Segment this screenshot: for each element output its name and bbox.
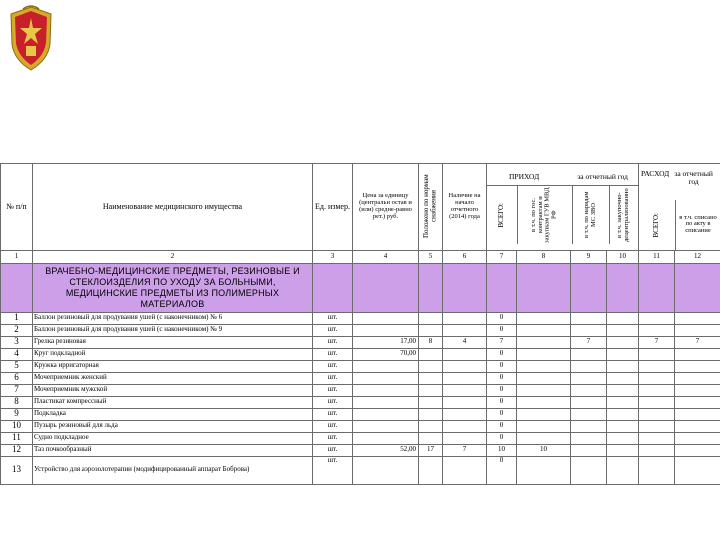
table-row (1, 408, 720, 420)
cell-inc-dec (607, 384, 639, 396)
table-row (1, 396, 720, 408)
table-row (1, 324, 720, 336)
cell-unit: шт. (313, 348, 353, 360)
cell-n: 5 (1, 360, 33, 372)
cell-inc-dec (607, 420, 639, 432)
header-expense (639, 164, 720, 251)
cell-unit: шт. (313, 408, 353, 420)
cell-exp-write (675, 348, 720, 360)
cell-unit: шт. (313, 336, 353, 348)
cell-norm: 8 (419, 336, 443, 348)
cell-norm (419, 312, 443, 324)
cell-norm (419, 432, 443, 444)
header-income (487, 164, 639, 251)
col-number: 5 (419, 250, 443, 263)
cell-price (353, 456, 419, 484)
header-norm (419, 164, 443, 251)
cell-inc-ms (571, 444, 607, 456)
emblem-icon (6, 4, 56, 74)
cell-inc-ms (571, 408, 607, 420)
cell-n: 1 (1, 312, 33, 324)
cell-n: 10 (1, 420, 33, 432)
cell-exp-write (675, 420, 720, 432)
col-number: 9 (571, 250, 607, 263)
cell-stock (443, 360, 487, 372)
table-row (1, 372, 720, 384)
cell-exp-total (639, 348, 675, 360)
cell-inc-gk (517, 324, 571, 336)
cell-inc-gk (517, 408, 571, 420)
cell-inc-dec (607, 456, 639, 484)
cell-inc-ms (571, 396, 607, 408)
income-gk-label: в т.ч. по гос. контрактам и закупкам ГУВ МВД РФ (530, 187, 558, 243)
cell-unit: шт. (313, 432, 353, 444)
header-norm-label: Положено по нормам снабжения (422, 173, 438, 238)
header-stock: Наличие на начало отчетного (2014) года (443, 164, 487, 251)
cell-inc-dec (607, 396, 639, 408)
cell-stock: 4 (443, 336, 487, 348)
cell-inc-total: 0 (487, 348, 517, 360)
cell-inc-gk: 10 (517, 444, 571, 456)
col-number: 6 (443, 250, 487, 263)
inventory-table (0, 163, 720, 485)
cell-n: 11 (1, 432, 33, 444)
cell-n: 9 (1, 408, 33, 420)
cell-stock (443, 348, 487, 360)
cell-name: Пластикат компрессный (33, 396, 313, 408)
income-ms-label: в т.ч. по нарядам МС ЗВО (583, 191, 597, 239)
cell-norm (419, 408, 443, 420)
cell-inc-ms: 7 (571, 336, 607, 348)
cell-norm (419, 324, 443, 336)
cell-unit: шт. (313, 324, 353, 336)
cell-exp-total (639, 396, 675, 408)
cell-inc-total: 0 (487, 324, 517, 336)
cell-price: 52,00 (353, 444, 419, 456)
cell-price (353, 324, 419, 336)
cell-norm (419, 348, 443, 360)
col-number: 7 (487, 250, 517, 263)
income-title: ПРИХОД (509, 172, 540, 181)
cell-stock (443, 420, 487, 432)
cell-n: 3 (1, 336, 33, 348)
cell-inc-dec (607, 348, 639, 360)
cell-inc-total: 0 (487, 360, 517, 372)
col-number: 4 (353, 250, 419, 263)
cell-inc-ms (571, 372, 607, 384)
cell-stock (443, 372, 487, 384)
cell-unit: шт. (313, 312, 353, 324)
cell-exp-total (639, 444, 675, 456)
cell-n: 8 (1, 396, 33, 408)
header-num: № п/п (1, 164, 33, 251)
expense-total-label: ВСЕГО: (652, 212, 661, 237)
table-row (1, 456, 720, 484)
col-number: 8 (517, 250, 571, 263)
cell-n: 2 (1, 324, 33, 336)
cell-inc-dec (607, 360, 639, 372)
cell-exp-write (675, 312, 720, 324)
cell-name: Баллон резиновый для продувания ушей (с наконечником) № 9 (33, 324, 313, 336)
cell-inc-ms (571, 432, 607, 444)
cell-stock (443, 384, 487, 396)
table-row (1, 312, 720, 324)
cell-exp-write (675, 396, 720, 408)
cell-n: 4 (1, 348, 33, 360)
cell-unit: шт. (313, 444, 353, 456)
income-total-label: ВСЕГО: (497, 202, 506, 228)
expense-write-label: в т.ч. списано по акту в списание (679, 213, 717, 235)
table-row (1, 360, 720, 372)
cell-unit: шт. (313, 372, 353, 384)
cell-unit: шт. (313, 396, 353, 408)
cell-inc-gk (517, 348, 571, 360)
cell-price (353, 384, 419, 396)
cell-name: Устройство для аэрозолотерапии (модифицированный аппарат Боброва) (33, 456, 313, 484)
cell-inc-total: 10 (487, 444, 517, 456)
income-dec-label: в т.ч. закупочно-децентрализованно (616, 188, 630, 242)
cell-name: Подкладка (33, 408, 313, 420)
cell-exp-total (639, 372, 675, 384)
cell-n: 13 (1, 456, 33, 484)
cell-norm (419, 384, 443, 396)
cell-inc-gk (517, 336, 571, 348)
cell-exp-write (675, 384, 720, 396)
cell-exp-write (675, 324, 720, 336)
cell-price: 70,00 (353, 348, 419, 360)
cell-exp-write (675, 360, 720, 372)
cell-price: 17,00 (353, 336, 419, 348)
cell-name: Баллон резиновый для продувания ушей (с наконечником) № 6 (33, 312, 313, 324)
header-name: Наименование медицинского имущества (33, 164, 313, 251)
cell-inc-total: 0 (487, 408, 517, 420)
cell-inc-ms (571, 312, 607, 324)
cell-inc-dec (607, 372, 639, 384)
cell-exp-total (639, 420, 675, 432)
cell-exp-total (639, 432, 675, 444)
cell-name: Мочеприемник женский (33, 372, 313, 384)
cell-inc-gk (517, 384, 571, 396)
cell-inc-gk (517, 396, 571, 408)
cell-inc-total: 7 (487, 336, 517, 348)
cell-inc-dec (607, 324, 639, 336)
cell-inc-dec (607, 432, 639, 444)
cell-norm (419, 396, 443, 408)
cell-price (353, 408, 419, 420)
cell-name: Грелка резиновая (33, 336, 313, 348)
cell-exp-total (639, 456, 675, 484)
cell-inc-total: 0 (487, 456, 517, 484)
cell-norm (419, 360, 443, 372)
cell-exp-write (675, 432, 720, 444)
cell-price (353, 312, 419, 324)
col-number: 11 (639, 250, 675, 263)
cell-price (353, 432, 419, 444)
cell-name: Круг подкладной (33, 348, 313, 360)
cell-inc-gk (517, 420, 571, 432)
cell-exp-total (639, 384, 675, 396)
cell-unit: шт. (313, 420, 353, 432)
cell-exp-total (639, 312, 675, 324)
cell-name: Пузырь резиновый для льда (33, 420, 313, 432)
header-unit: Ед. измер. (313, 164, 353, 251)
header-price: Цена за единицу (центральн остав и (или) средне-равно рет.) руб. (353, 164, 419, 251)
cell-name: Таз почкообразный (33, 444, 313, 456)
cell-n: 12 (1, 444, 33, 456)
category-title: ВРАЧЕБНО-МЕДИЦИНСКИЕ ПРЕДМЕТЫ, РЕЗИНОВЫЕ И СТЕКЛОИЗДЕЛИЯ ПО УХОДУ ЗА БОЛЬНЫМИ, МЕДИЦИНСКИЕ ПРЕДМЕТЫ ИЗ ПОЛИМЕРНЫХ МАТЕРИАЛОВ (33, 263, 313, 312)
cell-exp-write (675, 456, 720, 484)
cell-norm (419, 372, 443, 384)
cell-inc-dec (607, 336, 639, 348)
income-period: за отчетный год (577, 172, 628, 181)
col-number: 1 (1, 250, 33, 263)
cell-inc-ms (571, 456, 607, 484)
column-numbers-row (1, 250, 720, 263)
cell-n: 7 (1, 384, 33, 396)
cell-price (353, 360, 419, 372)
cell-inc-gk (517, 432, 571, 444)
cell-name: Мочеприемник мужской (33, 384, 313, 396)
table-row (1, 336, 720, 348)
cell-norm (419, 420, 443, 432)
cell-norm (419, 456, 443, 484)
cell-unit: шт. (313, 456, 353, 484)
cell-exp-total: 7 (639, 336, 675, 348)
cell-exp-write: 7 (675, 336, 720, 348)
cell-n: 6 (1, 372, 33, 384)
cell-inc-dec (607, 408, 639, 420)
category-row (1, 263, 720, 312)
cell-inc-total: 0 (487, 432, 517, 444)
cell-inc-dec (607, 312, 639, 324)
cell-exp-total (639, 408, 675, 420)
cell-inc-total: 0 (487, 420, 517, 432)
cell-stock (443, 408, 487, 420)
cell-exp-write (675, 372, 720, 384)
cell-inc-gk (517, 372, 571, 384)
cell-stock (443, 324, 487, 336)
table-row (1, 384, 720, 396)
cell-inc-gk (517, 456, 571, 484)
col-number: 2 (33, 250, 313, 263)
cell-exp-write (675, 444, 720, 456)
table-row (1, 420, 720, 432)
cell-inc-gk (517, 312, 571, 324)
cell-inc-ms (571, 384, 607, 396)
expense-title: РАСХОД (641, 169, 670, 178)
cell-norm: 17 (419, 444, 443, 456)
cell-inc-ms (571, 348, 607, 360)
cell-price (353, 396, 419, 408)
cell-stock (443, 432, 487, 444)
cell-price (353, 420, 419, 432)
cell-name: Судно подкладное (33, 432, 313, 444)
cell-inc-total: 0 (487, 384, 517, 396)
cell-inc-ms (571, 420, 607, 432)
table-row (1, 432, 720, 444)
expense-period: за отчетный год (674, 169, 713, 186)
table-row (1, 444, 720, 456)
cell-name: Кружка ирригаторная (33, 360, 313, 372)
cell-inc-total: 0 (487, 396, 517, 408)
cell-stock (443, 456, 487, 484)
header-row (1, 164, 720, 251)
cell-unit: шт. (313, 360, 353, 372)
cell-exp-total (639, 360, 675, 372)
cell-stock (443, 396, 487, 408)
col-number: 10 (607, 250, 639, 263)
cell-inc-ms (571, 324, 607, 336)
cell-stock: 7 (443, 444, 487, 456)
cell-inc-dec (607, 444, 639, 456)
cell-unit: шт. (313, 384, 353, 396)
cell-exp-total (639, 324, 675, 336)
col-number: 12 (675, 250, 720, 263)
col-number: 3 (313, 250, 353, 263)
cell-price (353, 372, 419, 384)
cell-exp-write (675, 408, 720, 420)
cell-inc-total: 0 (487, 372, 517, 384)
cell-inc-ms (571, 360, 607, 372)
cell-inc-gk (517, 360, 571, 372)
table-row (1, 348, 720, 360)
cell-stock (443, 312, 487, 324)
cell-inc-total: 0 (487, 312, 517, 324)
